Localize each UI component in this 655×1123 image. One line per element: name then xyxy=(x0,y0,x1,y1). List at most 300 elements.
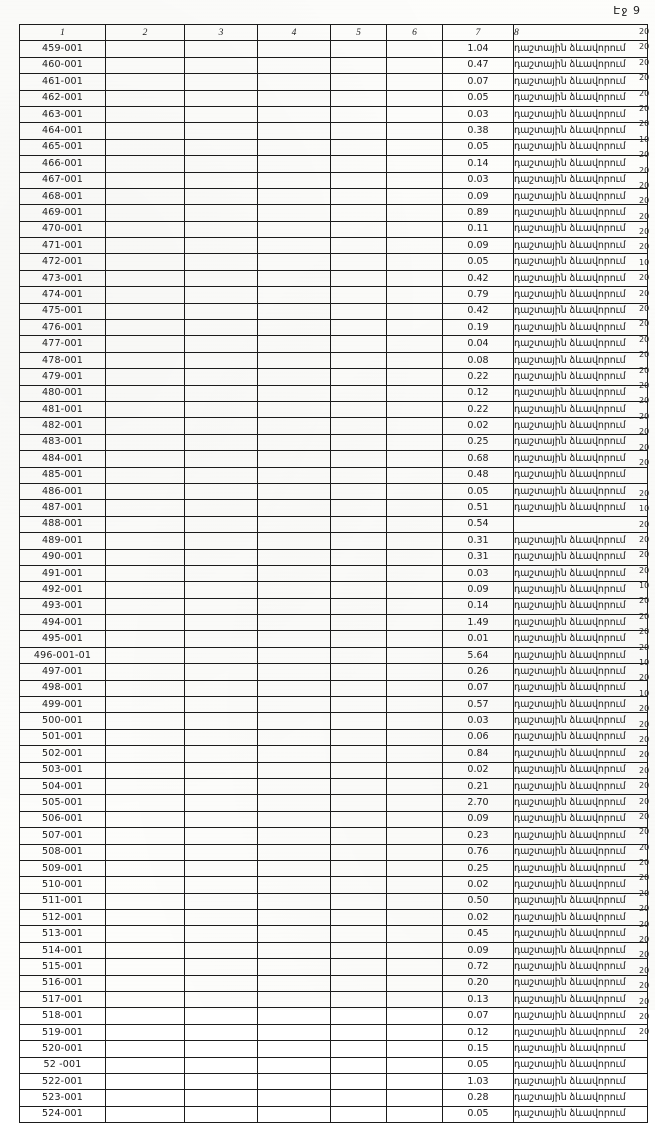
table-row xyxy=(20,582,648,598)
cell-c3 xyxy=(185,1057,258,1073)
cell-c5 xyxy=(331,74,387,90)
cell-c6 xyxy=(387,205,443,221)
cell-c8: դաշտային ձևավորում xyxy=(514,1057,648,1073)
cell-c5 xyxy=(331,156,387,172)
cell-c5 xyxy=(331,762,387,778)
cell-c5 xyxy=(331,369,387,385)
table-row xyxy=(20,975,648,991)
cell-c8: դաշտային ձևավորում xyxy=(514,106,648,122)
edge-fragment-cell: 20 xyxy=(639,1027,650,1037)
cell-c3 xyxy=(185,959,258,975)
cell-c3 xyxy=(185,385,258,401)
cell-c7: 0.14 xyxy=(443,156,514,172)
cell-c3 xyxy=(185,500,258,516)
cell-c5 xyxy=(331,41,387,57)
cell-c5 xyxy=(331,336,387,352)
cell-c5 xyxy=(331,598,387,614)
table-row xyxy=(20,270,648,286)
cell-c1: 502-001 xyxy=(20,746,106,762)
cell-c2 xyxy=(106,270,185,286)
edge-fragment-cell: 10 xyxy=(639,134,650,144)
cell-c8: դաշտային ձևավորում xyxy=(514,434,648,450)
cell-c7: 5.64 xyxy=(443,647,514,663)
cell-c7: 0.02 xyxy=(443,877,514,893)
edge-fragment-cell: 20 xyxy=(639,411,650,421)
cell-c2 xyxy=(106,877,185,893)
cell-c8: դաշտային ձևավորում xyxy=(514,467,648,483)
cell-c4 xyxy=(258,582,331,598)
cell-c5 xyxy=(331,549,387,565)
cell-c4 xyxy=(258,1057,331,1073)
cell-c4 xyxy=(258,1041,331,1057)
cell-c4 xyxy=(258,303,331,319)
cell-c8: դաշտային ձևավորում xyxy=(514,205,648,221)
cell-c4 xyxy=(258,188,331,204)
cell-c8: դաշտային ձևավորում xyxy=(514,401,648,417)
cell-c2 xyxy=(106,615,185,631)
edge-fragment-cell: 20 xyxy=(639,57,650,67)
cell-c5 xyxy=(331,401,387,417)
cell-c2 xyxy=(106,975,185,991)
cell-c1: 492-001 xyxy=(20,582,106,598)
cell-c6 xyxy=(387,746,443,762)
edge-fragment-cell: 20 xyxy=(639,273,650,283)
table-body xyxy=(20,41,648,1123)
cell-c6 xyxy=(387,156,443,172)
cell-c3 xyxy=(185,41,258,57)
cell-c4 xyxy=(258,57,331,73)
cell-c3 xyxy=(185,1008,258,1024)
cell-c2 xyxy=(106,631,185,647)
table-row xyxy=(20,205,648,221)
cell-c7: 0.03 xyxy=(443,106,514,122)
cell-c7: 0.06 xyxy=(443,729,514,745)
table-row xyxy=(20,746,648,762)
cell-c4 xyxy=(258,1074,331,1090)
table-row xyxy=(20,713,648,729)
cell-c5 xyxy=(331,205,387,221)
cell-c3 xyxy=(185,90,258,106)
cell-c1: 469-001 xyxy=(20,205,106,221)
cell-c8: դաշտային ձևավորում xyxy=(514,697,648,713)
cell-c6 xyxy=(387,533,443,549)
column-header-7: 7 xyxy=(443,25,514,41)
cell-c5 xyxy=(331,893,387,909)
cell-c1: 462-001 xyxy=(20,90,106,106)
cell-c2 xyxy=(106,860,185,876)
edge-fragment-cell: 10 xyxy=(639,257,650,267)
edge-fragment-cell: 20 xyxy=(639,442,650,452)
cell-c8: դաշտային ձևավորում xyxy=(514,41,648,57)
table-row xyxy=(20,565,648,581)
cell-c7: 0.89 xyxy=(443,205,514,221)
cell-c2 xyxy=(106,680,185,696)
cell-c5 xyxy=(331,1057,387,1073)
cell-c5 xyxy=(331,992,387,1008)
cell-c6 xyxy=(387,844,443,860)
cell-c7: 0.05 xyxy=(443,90,514,106)
cell-c3 xyxy=(185,533,258,549)
cell-c3 xyxy=(185,582,258,598)
cell-c1: 488-001 xyxy=(20,516,106,532)
cell-c6 xyxy=(387,1024,443,1040)
cell-c6 xyxy=(387,336,443,352)
edge-fragment-cell: 20 xyxy=(639,596,650,606)
cell-c6 xyxy=(387,500,443,516)
cell-c8: դաշտային ձևավորում xyxy=(514,1041,648,1057)
cell-c3 xyxy=(185,1024,258,1040)
cell-c7: 0.07 xyxy=(443,1008,514,1024)
cell-c2 xyxy=(106,778,185,794)
cell-c6 xyxy=(387,451,443,467)
cell-c5 xyxy=(331,631,387,647)
table-row xyxy=(20,1106,648,1122)
cell-c5 xyxy=(331,844,387,860)
table-row xyxy=(20,615,648,631)
cell-c7: 0.02 xyxy=(443,910,514,926)
cell-c6 xyxy=(387,1090,443,1106)
cell-c2 xyxy=(106,123,185,139)
cell-c1: 519-001 xyxy=(20,1024,106,1040)
cell-c4 xyxy=(258,74,331,90)
cell-c5 xyxy=(331,467,387,483)
cell-c8 xyxy=(514,516,648,532)
cell-c7: 0.23 xyxy=(443,828,514,844)
cell-c6 xyxy=(387,483,443,499)
cell-c8: դաշտային ձևավորում xyxy=(514,680,648,696)
cell-c2 xyxy=(106,746,185,762)
cell-c6 xyxy=(387,106,443,122)
cell-c2 xyxy=(106,713,185,729)
cell-c4 xyxy=(258,729,331,745)
edge-fragment-cell: 20 xyxy=(639,73,650,83)
cell-c8: դաշտային ձևավորում xyxy=(514,1024,648,1040)
cell-c4 xyxy=(258,205,331,221)
cell-c3 xyxy=(185,877,258,893)
cell-c2 xyxy=(106,828,185,844)
cell-c4 xyxy=(258,156,331,172)
edge-fragment-cell: 20 xyxy=(639,734,650,744)
cell-c1: 495-001 xyxy=(20,631,106,647)
cell-c6 xyxy=(387,123,443,139)
edge-fragment-cell: 20 xyxy=(639,196,650,206)
cell-c8: դաշտային ձևավորում xyxy=(514,926,648,942)
cell-c1: 487-001 xyxy=(20,500,106,516)
table-row xyxy=(20,238,648,254)
cell-c2 xyxy=(106,942,185,958)
cell-c6 xyxy=(387,795,443,811)
cell-c2 xyxy=(106,139,185,155)
cell-c1: 476-001 xyxy=(20,320,106,336)
cell-c7: 0.31 xyxy=(443,533,514,549)
cell-c1: 498-001 xyxy=(20,680,106,696)
cell-c6 xyxy=(387,910,443,926)
cell-c3 xyxy=(185,320,258,336)
table-grid xyxy=(19,24,648,1123)
cell-c5 xyxy=(331,877,387,893)
cell-c8: դաշտային ձևավորում xyxy=(514,385,648,401)
table-row xyxy=(20,41,648,57)
edge-fragment-cell: 20 xyxy=(639,996,650,1006)
cell-c4 xyxy=(258,828,331,844)
cell-c6 xyxy=(387,664,443,680)
edge-fragment-cell: 20 xyxy=(639,827,650,837)
cell-c8: դաշտային ձևավորում xyxy=(514,959,648,975)
cell-c1: 517-001 xyxy=(20,992,106,1008)
cell-c5 xyxy=(331,942,387,958)
cell-c2 xyxy=(106,647,185,663)
cell-c7: 0.47 xyxy=(443,57,514,73)
cell-c2 xyxy=(106,434,185,450)
cell-c7: 0.05 xyxy=(443,483,514,499)
cell-c8: դաշտային ձևավորում xyxy=(514,287,648,303)
table-row xyxy=(20,910,648,926)
cell-c8: դաշտային ձևավորում xyxy=(514,221,648,237)
cell-c4 xyxy=(258,1008,331,1024)
cell-c1: 510-001 xyxy=(20,877,106,893)
cell-c7: 0.54 xyxy=(443,516,514,532)
edge-fragment-cell: 20 xyxy=(639,565,650,575)
cell-c4 xyxy=(258,1090,331,1106)
cell-c2 xyxy=(106,106,185,122)
cell-c7: 0.02 xyxy=(443,418,514,434)
cell-c6 xyxy=(387,565,443,581)
cell-c5 xyxy=(331,1106,387,1122)
land-registry-table xyxy=(19,24,639,1123)
cell-c2 xyxy=(106,549,185,565)
cell-c5 xyxy=(331,57,387,73)
edge-fragment-cell: 20 xyxy=(639,211,650,221)
cell-c3 xyxy=(185,205,258,221)
table-row xyxy=(20,1090,648,1106)
cell-c7: 0.22 xyxy=(443,401,514,417)
cell-c4 xyxy=(258,221,331,237)
table-row xyxy=(20,139,648,155)
cell-c3 xyxy=(185,680,258,696)
cell-c4 xyxy=(258,1024,331,1040)
cell-c4 xyxy=(258,254,331,270)
cell-c1: 497-001 xyxy=(20,664,106,680)
cell-c7: 0.07 xyxy=(443,74,514,90)
cell-c8: դաշտային ձևավորում xyxy=(514,533,648,549)
cell-c8: դաշտային ձևավորում xyxy=(514,451,648,467)
cell-c1: 473-001 xyxy=(20,270,106,286)
cell-c8: դաշտային ձևավորում xyxy=(514,844,648,860)
cell-c3 xyxy=(185,434,258,450)
table-row xyxy=(20,516,648,532)
cell-c3 xyxy=(185,762,258,778)
cell-c8: դաշտային ձևավորում xyxy=(514,139,648,155)
cell-c6 xyxy=(387,893,443,909)
cell-c7: 0.20 xyxy=(443,975,514,991)
cell-c2 xyxy=(106,352,185,368)
cell-c6 xyxy=(387,369,443,385)
table-row xyxy=(20,959,648,975)
cell-c1: 477-001 xyxy=(20,336,106,352)
cell-c6 xyxy=(387,549,443,565)
edge-fragment-cell: 20 xyxy=(639,842,650,852)
cell-c6 xyxy=(387,877,443,893)
cell-c2 xyxy=(106,385,185,401)
cell-c7: 0.09 xyxy=(443,188,514,204)
cell-c8: դաշտային ձևավորում xyxy=(514,598,648,614)
cell-c3 xyxy=(185,369,258,385)
cell-c1: 520-001 xyxy=(20,1041,106,1057)
cell-c1: 459-001 xyxy=(20,41,106,57)
cell-c2 xyxy=(106,451,185,467)
cell-c7: 0.11 xyxy=(443,221,514,237)
edge-fragment-cell: 20 xyxy=(639,811,650,821)
table-row xyxy=(20,369,648,385)
cell-c8: դաշտային ձևավորում xyxy=(514,746,648,762)
cell-c4 xyxy=(258,385,331,401)
cell-c7: 0.14 xyxy=(443,598,514,614)
cell-c4 xyxy=(258,664,331,680)
cell-c2 xyxy=(106,254,185,270)
table-row xyxy=(20,1074,648,1090)
cell-c2 xyxy=(106,844,185,860)
cell-c2 xyxy=(106,172,185,188)
cell-c1: 499-001 xyxy=(20,697,106,713)
cell-c3 xyxy=(185,746,258,762)
cell-c1: 463-001 xyxy=(20,106,106,122)
cell-c1: 471-001 xyxy=(20,238,106,254)
cell-c2 xyxy=(106,238,185,254)
cell-c6 xyxy=(387,729,443,745)
cell-c2 xyxy=(106,811,185,827)
cell-c1: 507-001 xyxy=(20,828,106,844)
table-row xyxy=(20,598,648,614)
cell-c1: 514-001 xyxy=(20,942,106,958)
edge-fragment-cell: 20 xyxy=(639,396,650,406)
edge-fragment-cell: 20 xyxy=(639,519,650,529)
cell-c4 xyxy=(258,483,331,499)
cell-c4 xyxy=(258,451,331,467)
cell-c5 xyxy=(331,713,387,729)
cell-c2 xyxy=(106,893,185,909)
cell-c4 xyxy=(258,434,331,450)
cell-c7: 0.09 xyxy=(443,238,514,254)
table-row xyxy=(20,1057,648,1073)
cell-c1: 513-001 xyxy=(20,926,106,942)
cell-c5 xyxy=(331,1024,387,1040)
cell-c5 xyxy=(331,664,387,680)
cell-c3 xyxy=(185,860,258,876)
cell-c2 xyxy=(106,336,185,352)
cell-c6 xyxy=(387,270,443,286)
cell-c5 xyxy=(331,680,387,696)
cell-c1: 508-001 xyxy=(20,844,106,860)
cell-c7: 0.03 xyxy=(443,565,514,581)
cell-c1: 484-001 xyxy=(20,451,106,467)
cell-c7: 1.49 xyxy=(443,615,514,631)
cell-c1: 516-001 xyxy=(20,975,106,991)
cell-c1: 503-001 xyxy=(20,762,106,778)
cell-c3 xyxy=(185,549,258,565)
cell-c1: 511-001 xyxy=(20,893,106,909)
cell-c2 xyxy=(106,992,185,1008)
table-row xyxy=(20,418,648,434)
cell-c3 xyxy=(185,57,258,73)
table-row xyxy=(20,500,648,516)
cell-c4 xyxy=(258,336,331,352)
cell-c5 xyxy=(331,975,387,991)
cell-c6 xyxy=(387,1106,443,1122)
cell-c4 xyxy=(258,959,331,975)
cell-c8: դաշտային ձևավորում xyxy=(514,1008,648,1024)
cell-c5 xyxy=(331,188,387,204)
edge-fragment-cell: 20 xyxy=(639,488,650,498)
cell-c1: 52 -001 xyxy=(20,1057,106,1073)
cell-c8: դաշտային ձևավորում xyxy=(514,1074,648,1090)
table-row xyxy=(20,401,648,417)
cell-c3 xyxy=(185,615,258,631)
cell-c6 xyxy=(387,1074,443,1090)
cell-c5 xyxy=(331,615,387,631)
cell-c8: դաշտային ձևավորում xyxy=(514,303,648,319)
edge-fragment-cell: 20 xyxy=(639,380,650,390)
cell-c7: 0.25 xyxy=(443,434,514,450)
cell-c7: 0.51 xyxy=(443,500,514,516)
cell-c4 xyxy=(258,598,331,614)
cell-c2 xyxy=(106,533,185,549)
table-row xyxy=(20,57,648,73)
cell-c7: 0.68 xyxy=(443,451,514,467)
cell-c1: 479-001 xyxy=(20,369,106,385)
cell-c3 xyxy=(185,303,258,319)
cell-c4 xyxy=(258,680,331,696)
cell-c2 xyxy=(106,418,185,434)
cut-off-column-fragment xyxy=(639,24,655,1037)
cell-c3 xyxy=(185,893,258,909)
table-row xyxy=(20,352,648,368)
cell-c5 xyxy=(331,434,387,450)
cell-c6 xyxy=(387,352,443,368)
cell-c7: 0.13 xyxy=(443,992,514,1008)
cell-c7: 0.12 xyxy=(443,1024,514,1040)
edge-fragment-cell: 20 xyxy=(639,611,650,621)
cell-c1: 494-001 xyxy=(20,615,106,631)
edge-fragment-cell: 20 xyxy=(639,334,650,344)
cell-c6 xyxy=(387,762,443,778)
cell-c3 xyxy=(185,106,258,122)
cell-c5 xyxy=(331,926,387,942)
cell-c1: 518-001 xyxy=(20,1008,106,1024)
cell-c7: 0.72 xyxy=(443,959,514,975)
cell-c1: 490-001 xyxy=(20,549,106,565)
edge-fragment-cell: 20 xyxy=(639,304,650,314)
edge-fragment-cell: 20 xyxy=(639,642,650,652)
edge-fragment-cell: 20 xyxy=(639,319,650,329)
table-row xyxy=(20,926,648,942)
cell-c3 xyxy=(185,910,258,926)
cell-c3 xyxy=(185,418,258,434)
table-row xyxy=(20,811,648,827)
cell-c4 xyxy=(258,746,331,762)
cell-c3 xyxy=(185,156,258,172)
cell-c2 xyxy=(106,697,185,713)
cell-c8: դաշտային ձևավորում xyxy=(514,320,648,336)
table-row xyxy=(20,992,648,1008)
cell-c2 xyxy=(106,1008,185,1024)
cell-c2 xyxy=(106,729,185,745)
cell-c8: դաշտային ձևավորում xyxy=(514,1106,648,1122)
table-row xyxy=(20,631,648,647)
cell-c1: 465-001 xyxy=(20,139,106,155)
cell-c2 xyxy=(106,221,185,237)
edge-fragment-cell: 20 xyxy=(639,180,650,190)
table-row xyxy=(20,385,648,401)
